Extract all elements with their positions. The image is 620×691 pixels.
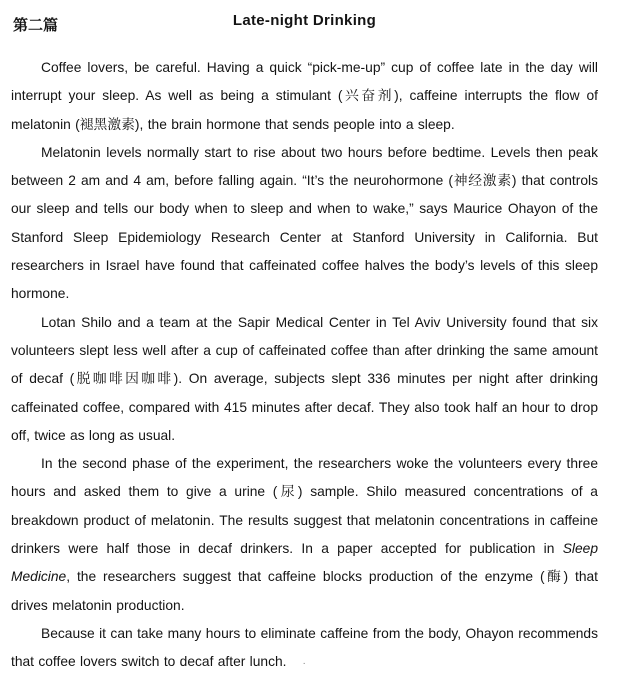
section-label: 第二篇	[13, 17, 59, 34]
journal-name: Sleep Medicine	[11, 541, 598, 585]
paragraph-4-text-continued: , the researchers suggest that caffeine blocks production of the enzyme (酶) that drives melatonin production.	[11, 569, 598, 613]
passage-body	[11, 54, 598, 679]
document-header	[11, 12, 598, 38]
page-title: Late-night Drinking	[232, 12, 377, 29]
paragraph-2: Melatonin levels normally start to rise about two hours before bedtime. Levels then peak between 2 am and 4 am, before falling again. “It’s the neurohormone (神经激素) that controls our sleep and tells our body when to sleep and when to wake,” says Maurice Ohayon of the Stanford Sleep Epidemiology Research Center at Stanford University in California. But researchers in Israel have found that caffeinated coffee halves the body’s levels of this sleep hormone.	[11, 144, 598, 302]
scan-artifact-mark: ·	[302, 658, 306, 670]
paragraph-1: Coffee lovers, be careful. Having a quick “pick-me-up” cup of coffee late in the day will interrupt your sleep. As well as being a stimulant (兴奋剂), caffeine interrupts the flow of melatonin (褪黑激素), the brain hormone that sends people into a sleep.	[11, 60, 598, 132]
paragraph-5	[11, 620, 598, 679]
paragraph-5-text: Because it can take many hours to eliminate caffeine from the body, Ohayon recommends that coffee lovers switch to decaf after lunch.	[11, 625, 598, 670]
paragraph-4	[11, 450, 598, 620]
paragraph-3: Lotan Shilo and a team at the Sapir Medical Center in Tel Aviv University found that six volunteers slept less well after a cup of caffeinated coffee than after drinking the same amount of decaf (脱咖啡因咖啡). On average, subjects slept 336 minutes per night after drinking caffeinated coffee, compared with 415 minutes after decaf. They also took half an hour to drop off, twice as long as usual.	[11, 314, 598, 443]
paragraph-4-text: In the second phase of the experiment, the researchers woke the volunteers every three hours and asked them to give a urine (尿) sample. Shilo measured concentrations of a breakdown product of melatonin. The results suggest that melatonin concentrations in caffeine drinkers were half those in decaf drinkers. In a paper accepted for publication in	[11, 456, 598, 557]
